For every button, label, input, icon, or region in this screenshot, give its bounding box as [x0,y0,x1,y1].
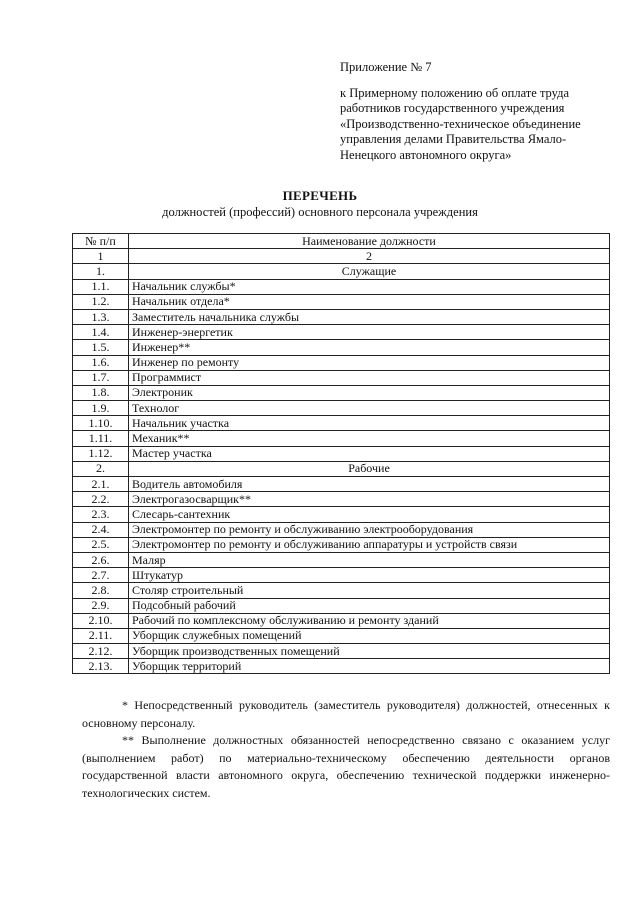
table-row [73,613,610,628]
table-row [73,644,610,659]
position-name: Механик** [129,431,610,446]
document-subtitle: должностей (профессий) основного персонала учреждения [162,205,478,219]
position-name: Уборщик служебных помещений [129,628,610,643]
table-index-row [73,249,610,264]
appendix-text: к Примерному положению об оплате труда работников государственного учреждения «Производственно-техническое объединение управления делами Правительства Ямало-Ненецкого автономного округа» [340,85,581,162]
table-row [73,309,610,324]
position-name: Инженер-энергетик [129,325,610,340]
index-col-1: 1 [73,249,129,264]
row-number: 1.4. [73,325,129,340]
position-name: Уборщик территорий [129,659,610,674]
position-name: Водитель автомобиля [129,477,610,492]
position-name: Программист [129,370,610,385]
footnote-1: * Непосредственный руководитель (заместитель руководителя) должностей, отнесенных к основному персоналу. [82,698,610,730]
position-name: Начальник отдела* [129,294,610,309]
row-number: 1.7. [73,370,129,385]
row-number: 2.3. [73,507,129,522]
position-name: Электромонтер по ремонту и обслуживанию аппаратуры и устройств связи [129,537,610,552]
appendix-block [340,60,600,163]
row-number: 2.13. [73,659,129,674]
row-number: 1.8. [73,385,129,400]
row-number: 1.9. [73,401,129,416]
row-number: 2.7. [73,568,129,583]
position-name: Электроник [129,385,610,400]
table-row [73,385,610,400]
position-name: Начальник участка [129,416,610,431]
table-row [73,370,610,385]
row-number: 1.11. [73,431,129,446]
position-name: Инженер** [129,340,610,355]
table-row [73,416,610,431]
row-number: 1.5. [73,340,129,355]
table-row [73,294,610,309]
position-name: Электромонтер по ремонту и обслуживанию электрооборудования [129,522,610,537]
row-number: 2.1. [73,477,129,492]
positions-table [72,233,610,674]
position-name: Столяр строительный [129,583,610,598]
table-row [73,492,610,507]
position-name: Подсобный рабочий [129,598,610,613]
appendix-number: Приложение № 7 [340,60,432,74]
index-col-2: 2 [129,249,610,264]
row-number: 2.9. [73,598,129,613]
table-row [73,401,610,416]
header-position: Наименование должности [129,234,610,249]
row-number: 2.6. [73,552,129,567]
row-number: 2.12. [73,644,129,659]
position-name: Электрогазосварщик** [129,492,610,507]
table-row [73,522,610,537]
table-row [73,583,610,598]
position-name: Начальник службы* [129,279,610,294]
table-row [73,598,610,613]
table-row [73,507,610,522]
table-row [73,568,610,583]
table-row [73,628,610,643]
row-number: 1.3. [73,309,129,324]
position-name: Заместитель начальника службы [129,309,610,324]
row-number: 2.4. [73,522,129,537]
position-name: Инженер по ремонту [129,355,610,370]
table-section-row [73,264,610,279]
row-number: 1.12. [73,446,129,461]
position-name: Маляр [129,552,610,567]
row-number: 2.5. [73,537,129,552]
position-name: Мастер участка [129,446,610,461]
header-number: № п/п [73,234,129,249]
section-title: Служащие [129,264,610,279]
table-row [73,659,610,674]
row-number: 2. [73,461,129,476]
position-name: Штукатур [129,568,610,583]
row-number: 2.8. [73,583,129,598]
table-section-row [73,461,610,476]
position-name: Слесарь-сантехник [129,507,610,522]
table-row [73,325,610,340]
row-number: 1.2. [73,294,129,309]
row-number: 2.2. [73,492,129,507]
table-header-row [73,234,610,249]
table-row [73,431,610,446]
row-number: 1.1. [73,279,129,294]
row-number: 1. [73,264,129,279]
table-row [73,279,610,294]
position-name: Уборщик производственных помещений [129,644,610,659]
position-name: Рабочий по комплексному обслуживанию и ремонту зданий [129,613,610,628]
row-number: 1.10. [73,416,129,431]
footnote-2: ** Выполнение должностных обязанностей непосредственно связано с оказанием услуг (выполнением работ) по материально-техническому обеспечению деятельности органов государственной власти автономного округа, обеспечению технической поддержки инженерно-технологических систем. [82,733,610,800]
footnotes [82,697,610,802]
table-row [73,477,610,492]
document-title: ПЕРЕЧЕНЬ [282,188,358,203]
position-name: Технолог [129,401,610,416]
table-row [73,446,610,461]
row-number: 2.11. [73,628,129,643]
section-title: Рабочие [129,461,610,476]
row-number: 2.10. [73,613,129,628]
table-row [73,340,610,355]
table-row [73,537,610,552]
table-row [73,552,610,567]
row-number: 1.6. [73,355,129,370]
table-row [73,355,610,370]
